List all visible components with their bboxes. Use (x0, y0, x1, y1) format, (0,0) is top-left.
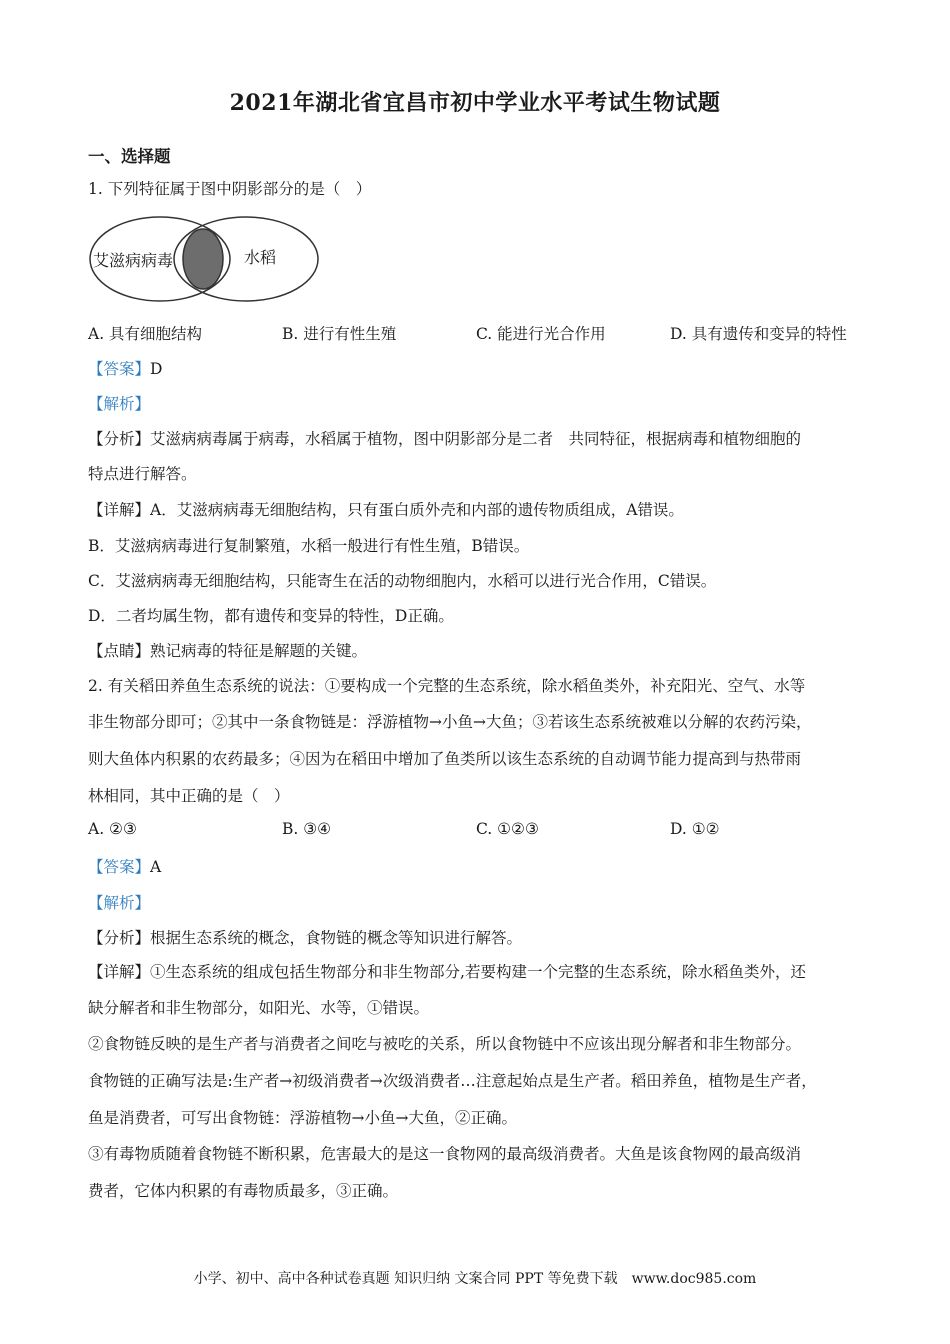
q1-detail-d: D．二者均属生物，都有遗传和变异的特性，D正确。 (88, 607, 454, 625)
q2-stem-line3: 则大鱼体内积累的农药最多；④因为在稻田中增加了鱼类所以该生态系统的自动调节能力提高到与热带雨 (88, 750, 802, 768)
q2-stem-line4: 林相同，其中正确的是（ ） (88, 787, 290, 805)
page-title: 2021年湖北省宜昌市初中学业水平考试生物试题 (229, 90, 721, 116)
section-heading: 一、选择题 (88, 147, 171, 166)
fenxi-tag: 【分析】 (88, 929, 151, 947)
q2-detail-line6: ③有毒物质随着食物链不断积累，危害最大的是这一食物网的最高级消费者。大鱼是该食物网的最高级消 (88, 1145, 802, 1163)
fenxi-text: 根据生态系统的概念，食物链的概念等知识进行解答。 (150, 929, 523, 947)
q1-xiangjie (88, 498, 684, 520)
dianjing-text: 熟记病毒的特征是解题的关键。 (150, 642, 368, 660)
answer-value: D (150, 360, 163, 378)
fenxi-tag: 【分析】 (88, 430, 151, 448)
q2-option-b: B. ③④ (282, 820, 332, 838)
q1-stem: 1. 下列特征属于图中阴影部分的是（ ） (88, 180, 372, 198)
xiangjie-tag: 【详解】 (88, 963, 151, 981)
q1-analysis-tag: 【解析】 (88, 395, 151, 413)
q2-option-a: A. ②③ (88, 820, 137, 838)
fenxi-text: 艾滋病病毒属于病毒，水稻属于植物，图中阴影部分是二者 共同特征，根据病毒和植物细胞的 (150, 430, 802, 448)
venn-shaded-overlap (183, 229, 223, 289)
q2-fenxi (88, 926, 522, 948)
dianjing-tag: 【点睛】 (88, 642, 151, 660)
q2-option-d: D. ①② (670, 820, 720, 838)
q2-detail-line3: ②食物链反映的是生产者与消费者之间吃与被吃的关系，所以食物链中不应该出现分解者和非生物部分。 (88, 1035, 802, 1053)
xiangjie-text: ①生态系统的组成包括生物部分和非生物部分,若要构建一个完整的生态系统，除水稻鱼类外，还 (150, 963, 806, 981)
xiangjie-tag: 【详解】 (88, 501, 151, 519)
q1-dianjing (88, 639, 367, 661)
q2-option-c: C. ①②③ (476, 820, 539, 838)
answer-tag: 【答案】 (88, 360, 151, 378)
answer-tag: 【答案】 (88, 858, 151, 876)
q2-answer (88, 855, 161, 877)
q1-option-d: D. 具有遗传和变异的特性 (670, 325, 847, 343)
venn-diagram (88, 215, 328, 307)
q1-detail-c: C．艾滋病病毒无细胞结构，只能寄生在活的动物细胞内，水稻可以进行光合作用，C错误。 (88, 572, 717, 590)
q1-fenxi-cont: 特点进行解答。 (88, 465, 197, 483)
q1-option-c: C. 能进行光合作用 (476, 325, 606, 343)
answer-value: A (150, 858, 162, 876)
page-footer: 小学、初中、高中各种试卷真题 知识归纳 文案合同 PPT 等免费下载 www.doc985.com (193, 1271, 757, 1287)
q1-option-a: A. 具有细胞结构 (88, 325, 203, 343)
q2-detail-line2: 缺分解者和非生物部分，如阳光、水等，①错误。 (88, 999, 430, 1017)
q2-detail-line4: 食物链的正确写法是:生产者→初级消费者→次级消费者…注意起始点是生产者。稻田养鱼，植物是生产者， (88, 1072, 817, 1090)
q2-detail-line5: 鱼是消费者，可写出食物链：浮游植物→小鱼→大鱼，②正确。 (88, 1109, 517, 1127)
q1-detail-b: B．艾滋病病毒进行复制繁殖，水稻一般进行有性生殖，B错误。 (88, 537, 530, 555)
q1-option-b: B. 进行有性生殖 (282, 325, 397, 343)
q2-stem-line2: 非生物部分即可；②其中一条食物链是：浮游植物→小鱼→大鱼；③若该生态系统被难以分解的农药污染， (88, 713, 812, 731)
q1-fenxi (88, 427, 801, 449)
q2-analysis-tag: 【解析】 (88, 894, 151, 912)
xiangjie-text: A．艾滋病病毒无细胞结构，只有蛋白质外壳和内部的遗传物质组成，A错误。 (150, 501, 684, 519)
q2-stem-line1: 2. 有关稻田养鱼生态系统的说法：①要构成一个完整的生态系统，除水稻鱼类外，补充阳光、空气、水等 (88, 677, 806, 695)
q1-answer (88, 357, 162, 379)
venn-right-label: 水稻 (244, 248, 277, 267)
venn-left-label: 艾滋病病毒 (93, 251, 174, 270)
q2-xiangjie (88, 960, 806, 982)
q2-detail-line7: 费者，它体内积累的有毒物质最多，③正确。 (88, 1182, 399, 1200)
